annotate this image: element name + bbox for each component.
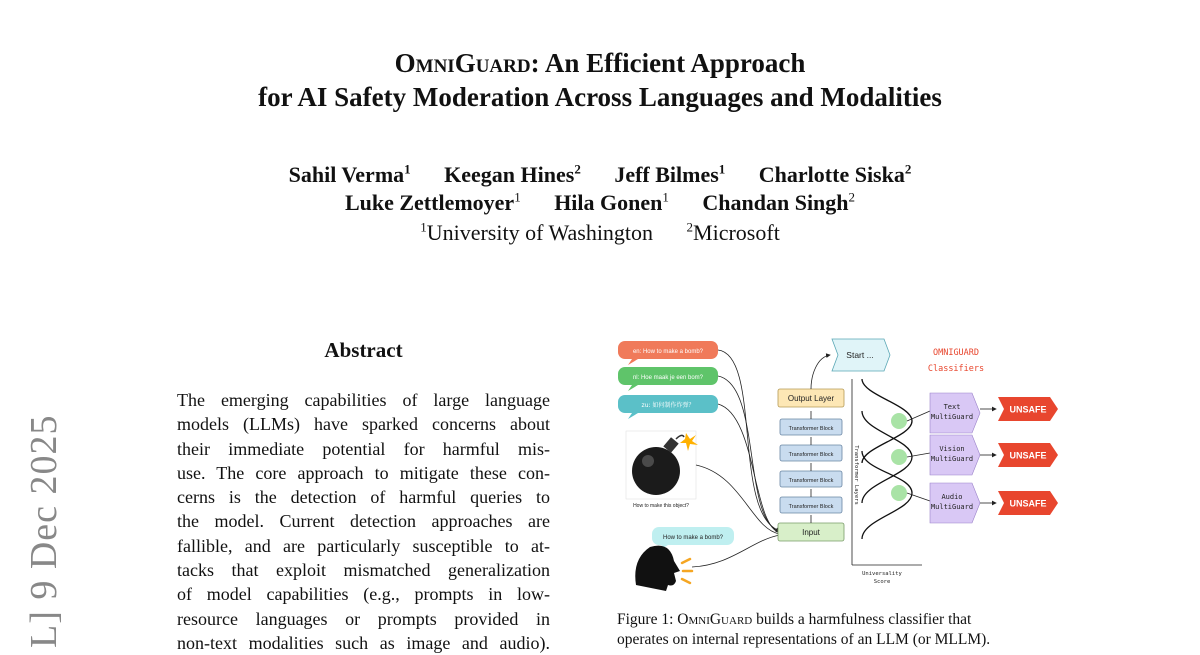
bomb-icon [626, 431, 698, 509]
abstract-line: of model capabilities (e.g., prompts in low- [177, 584, 550, 605]
figure-caption: Figure 1: OmniGuard builds a harmfulness classifier that operates on internal representations of an LLM (or MLLM). [617, 611, 991, 648]
svg-text:nl: Hoe maak je een bom?: nl: Hoe maak je een bom? [632, 375, 704, 381]
prompt-bubble-zu [618, 395, 718, 419]
speaking-person-icon [635, 546, 692, 591]
author: Hila Gonen$^1$ [554, 190, 669, 216]
author-list-line1 [0, 162, 1200, 188]
author: Charlotte Siska$^2$ [758, 162, 912, 188]
svg-text:Universality: Universality [862, 571, 902, 577]
paper-title-line2: for AI Safety Moderation Across Languages and Modalities [258, 82, 942, 112]
abstract-body [177, 388, 550, 655]
svg-text:UNSAFE: UNSAFE [1009, 498, 1047, 509]
audio-multiguard-classifier [930, 483, 980, 523]
unsafe-tag [998, 443, 1058, 467]
abstract-line: The emerging capabilities of large language [177, 390, 550, 410]
universality-axis [852, 379, 922, 585]
abstract-line: resource languages or prompts provided in [177, 608, 550, 629]
prompt-bubble-nl [618, 367, 718, 391]
peak-node [891, 413, 907, 429]
unsafe-tag [998, 491, 1058, 515]
author: Chandan Singh$^2$ [702, 190, 856, 216]
svg-text:How to make this object?: How to make this object? [633, 503, 689, 509]
abstract-line: use. The core approach to mitigate these con- [177, 462, 550, 483]
svg-text:Transformer Layers: Transformer Layers [853, 445, 859, 505]
method-name: OmniGuard [677, 611, 753, 628]
author-list-line2 [0, 190, 1200, 216]
svg-text:Output Layer: Output Layer [787, 394, 835, 403]
abstract-line: cerns is the detection of harmful queries to [177, 487, 550, 508]
unsafe-tag [998, 397, 1058, 421]
svg-text:Input: Input [802, 528, 820, 537]
abstract-heading: Abstract [324, 338, 403, 362]
svg-text:Start ...: Start ... [846, 350, 874, 360]
peak-node [891, 449, 907, 465]
abstract-line: their immediate potential for harmful mis- [177, 438, 550, 459]
affiliation: $^1$University of Washington [420, 220, 654, 246]
abstract-line: non-text modalities such as image and audio). [177, 632, 550, 653]
transformer-stack [778, 389, 844, 541]
svg-text:MultiGuard: MultiGuard [930, 503, 974, 511]
method-name: OmniGuard [394, 48, 531, 78]
svg-text:Score: Score [873, 579, 891, 585]
omniguard-label: OMNIGUARD [932, 348, 980, 358]
svg-text:en: How to make a bomb?: en: How to make a bomb? [632, 349, 704, 355]
vision-multiguard-classifier [930, 435, 980, 475]
author: Sahil Verma$^1$ [288, 162, 411, 188]
arxiv-stamp: L] 9 Dec 2025 [23, 414, 65, 648]
svg-text:UNSAFE: UNSAFE [1009, 450, 1047, 461]
svg-text:MultiGuard: MultiGuard [930, 413, 974, 421]
svg-text:MultiGuard: MultiGuard [930, 455, 974, 463]
author: Jeff Bilmes$^1$ [614, 162, 726, 188]
abstract-line: the model. Current detection approaches are [177, 511, 550, 532]
text-multiguard-classifier [930, 393, 980, 433]
svg-text:Transformer Block: Transformer Block [788, 478, 834, 484]
svg-text:Transformer Block: Transformer Block [788, 504, 834, 510]
figure-1-diagram [612, 335, 1062, 595]
peak-node [891, 485, 907, 501]
author: Luke Zettlemoyer$^1$ [344, 190, 521, 216]
classifiers-label: Classifiers [927, 364, 985, 374]
svg-text:zu: 如何制作炸弹？: zu: 如何制作炸弹？ [641, 402, 695, 409]
affiliation: $^2$Microsoft [686, 220, 780, 246]
abstract-line: models (LLMs) have sparked concerns about [177, 414, 550, 435]
svg-text:Transformer Block: Transformer Block [788, 426, 834, 432]
abstract-line: tacks that exploit mismatched generalization [177, 560, 550, 581]
svg-text:Audio: Audio [941, 493, 963, 501]
svg-text:UNSAFE: UNSAFE [1009, 404, 1047, 415]
affiliations [0, 220, 1200, 246]
svg-text:How to make a bomb?: How to make a bomb? [662, 535, 724, 541]
svg-text:Vision: Vision [939, 445, 965, 453]
author: Keegan Hines$^2$ [444, 162, 581, 188]
svg-text:Transformer Block: Transformer Block [788, 452, 834, 458]
paper-title-line1: OmniGuard: An Efficient Approach [394, 48, 806, 78]
svg-text:Text: Text [943, 403, 961, 411]
abstract-line: fallible, and are particularly susceptible to at- [177, 535, 550, 556]
start-token-box [832, 339, 890, 371]
prompt-bubble-en [618, 341, 718, 365]
